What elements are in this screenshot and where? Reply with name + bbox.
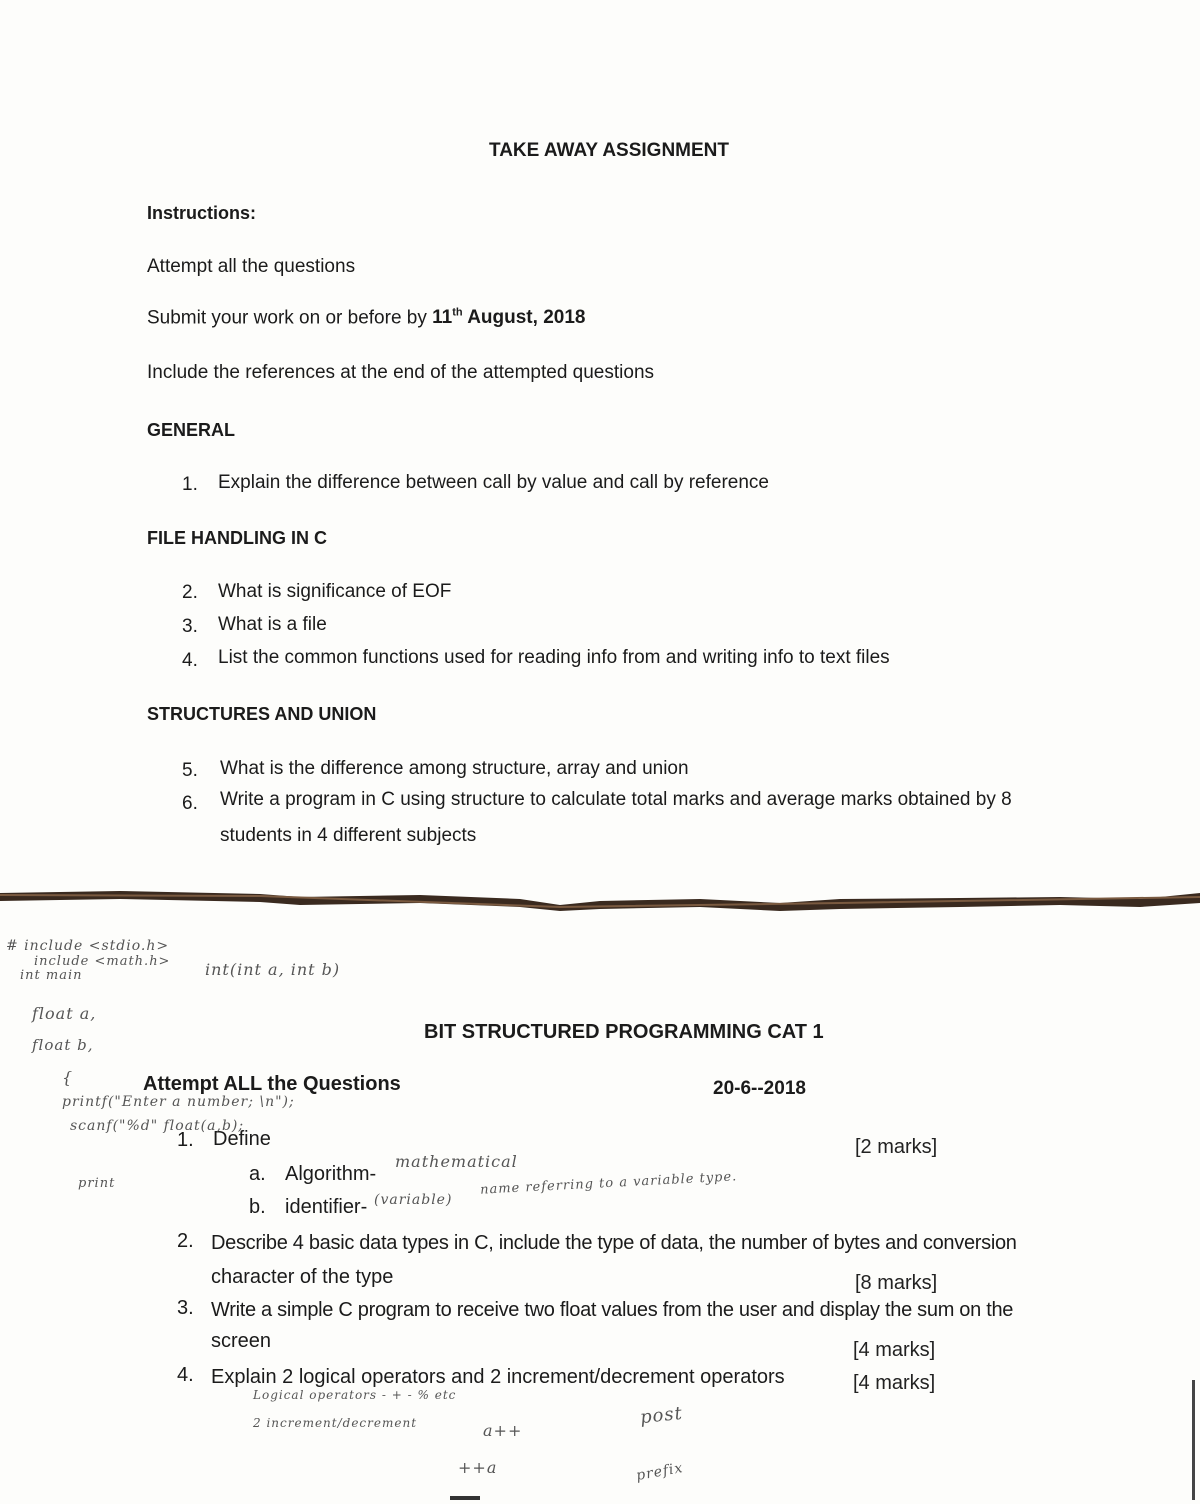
submit-day: 11	[432, 307, 453, 329]
hw-include1: # include <stdio.h>	[6, 938, 170, 954]
assignment-title: TAKE AWAY ASSIGNMENT	[489, 140, 729, 161]
cat-q2-number: 2.	[177, 1230, 194, 1252]
hw-float-a: float a,	[32, 1004, 97, 1023]
hw-variable: (variable)	[374, 1192, 453, 1208]
hw-intargs: int(int a, int b)	[205, 960, 341, 979]
cat-q3-number: 3.	[177, 1297, 194, 1319]
q4-number: 4.	[182, 650, 198, 671]
q2-text: What is significance of EOF	[218, 581, 452, 602]
section-structures-heading: STRUCTURES AND UNION	[147, 704, 377, 724]
q3-number: 3.	[182, 616, 198, 637]
hw-float-b: float b,	[32, 1036, 94, 1054]
cat-q2-marks: [8 marks]	[855, 1272, 938, 1294]
scan-mark	[450, 1496, 480, 1500]
hw-a-plus: a++	[483, 1421, 523, 1440]
section-general-heading: GENERAL	[147, 420, 236, 440]
cat-q1-text: Define	[213, 1128, 271, 1150]
cat-q4-text: Explain 2 logical operators and 2 increment/decrement operators	[211, 1366, 785, 1388]
q6-number: 6.	[182, 793, 198, 814]
hw-scanf: scanf("%d" float(a,b);	[70, 1118, 245, 1134]
hw-print: print	[78, 1176, 116, 1191]
q1-number: 1.	[182, 474, 198, 495]
cat-q1a-label: a.	[249, 1163, 266, 1185]
hw-name-ref: name referring to a variable type.	[479, 1169, 738, 1198]
hw-prefix: prefix	[634, 1459, 685, 1485]
torn-paper-edge	[0, 885, 1200, 915]
cat-q2-line2: character of the type	[211, 1266, 394, 1288]
instructions-label: Instructions:	[147, 203, 257, 223]
hw-post: post	[639, 1402, 684, 1429]
hw-printf: printf("Enter a number; \n");	[62, 1094, 295, 1110]
submit-prefix: Submit your work on or before by	[147, 307, 433, 329]
cat-attempt-heading: Attempt ALL the Questions	[143, 1073, 401, 1095]
hw-brace: {	[62, 1068, 74, 1087]
q4-text: List the common functions used for reading info from and writing info to text files	[218, 647, 890, 668]
q2-number: 2.	[182, 582, 198, 603]
cat-q3-line2: screen	[211, 1330, 272, 1352]
cat-q3-line1: Write a simple C program to receive two float values from the user and display the sum on the	[211, 1299, 1014, 1321]
cat-q3-marks: [4 marks]	[853, 1339, 936, 1361]
cat-q1b-label: b.	[249, 1196, 266, 1218]
instruction-attempt: Attempt all the questions	[147, 256, 356, 277]
q1-text: Explain the difference between call by value and call by reference	[218, 472, 769, 493]
hw-include2: include <math.h>	[34, 954, 171, 969]
cat-q1-marks: [2 marks]	[855, 1136, 938, 1158]
hw-logical-ops: Logical operators - + - % etc	[253, 1388, 457, 1402]
cat-q1-number: 1.	[177, 1129, 194, 1151]
cat-date: 20-6--2018	[713, 1078, 806, 1099]
q3-text: What is a file	[218, 614, 327, 635]
instruction-references: Include the references at the end of the attempted questions	[147, 362, 655, 383]
hw-incdec: 2 increment/decrement	[253, 1416, 418, 1430]
cat-q1a-text: Algorithm-	[285, 1163, 377, 1185]
instruction-submit	[147, 307, 585, 329]
hw-intmain: int main	[20, 968, 83, 983]
q6-line1: Write a program in C using structure to calculate total marks and average marks obtained by 8	[220, 789, 1012, 810]
submit-sup: th	[452, 307, 463, 319]
q6-line2: students in 4 different subjects	[220, 825, 477, 846]
cat-q1b-text: identifier-	[285, 1196, 368, 1218]
cat-q4-marks: [4 marks]	[853, 1372, 936, 1394]
cat-q4-number: 4.	[177, 1364, 194, 1386]
submit-date: August, 2018	[462, 307, 586, 329]
q5-text: What is the difference among structure, array and union	[220, 758, 689, 779]
scan-edge-line	[1192, 1380, 1195, 1500]
section-file-handling-heading: FILE HANDLING IN C	[147, 528, 327, 548]
hw-mathematical: mathematical	[395, 1152, 518, 1171]
cat-q2-line1: Describe 4 basic data types in C, include the type of data, the number of bytes and conversion	[211, 1232, 1017, 1254]
q5-number: 5.	[182, 760, 198, 781]
cat-title: BIT STRUCTURED PROGRAMMING CAT 1	[424, 1021, 824, 1043]
hw-plus-a: ++a	[458, 1458, 498, 1477]
